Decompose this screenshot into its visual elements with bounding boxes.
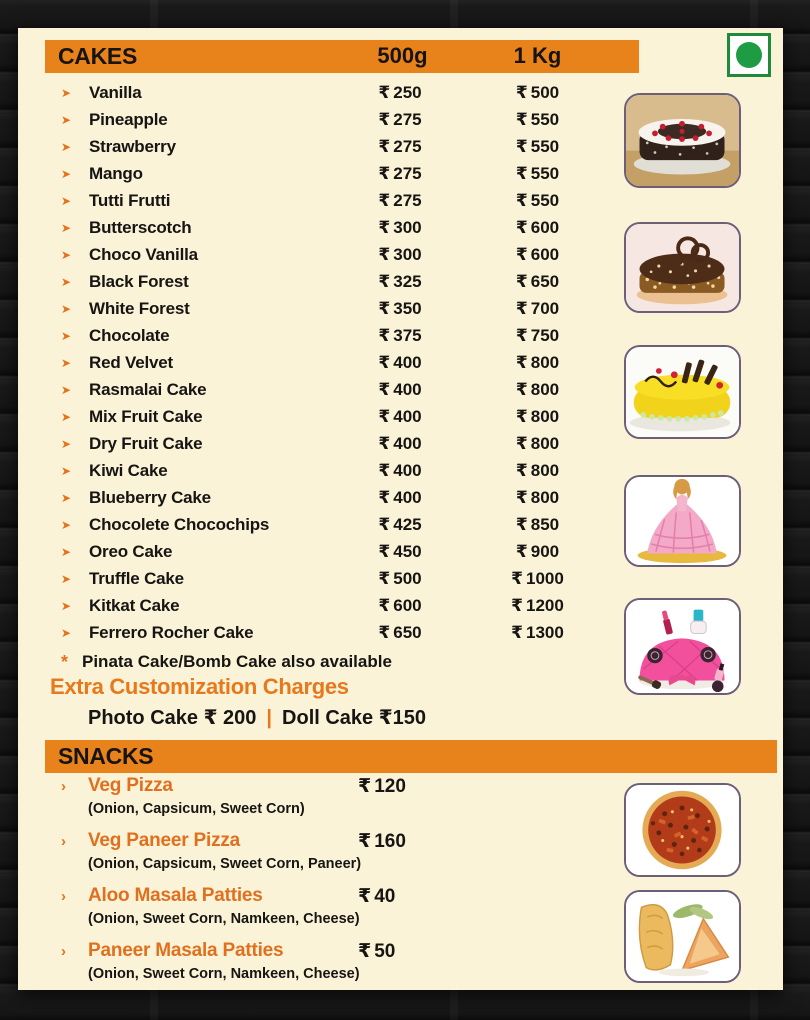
arrow-bullet-icon: ➤ (61, 464, 72, 478)
veg-symbol-dot (736, 42, 762, 68)
cake-row (45, 107, 615, 134)
cake-name: Blueberry Cake (89, 488, 211, 507)
snack-price (358, 830, 406, 853)
cake-name: Vanilla (89, 83, 142, 102)
snack-price-value: 120 (374, 776, 406, 797)
snack-name: Paneer Masala Patties (88, 940, 284, 961)
rupee-symbol: ₹ (378, 434, 391, 453)
price-1kg (480, 272, 595, 292)
cake-name: Black Forest (89, 272, 189, 291)
cake-name: Strawberry (89, 137, 176, 156)
price-1kg-value: 750 (530, 326, 560, 345)
price-500g-value: 350 (393, 299, 422, 318)
arrow-bullet-icon: ➤ (61, 113, 72, 127)
cake-name: White Forest (89, 299, 190, 318)
rupee-symbol: ₹ (378, 326, 391, 345)
arrow-bullet-icon: ➤ (61, 383, 72, 397)
price-500g-value: 300 (393, 218, 422, 237)
price-1kg-value: 800 (530, 434, 560, 453)
price-500g-value: 400 (393, 380, 422, 399)
arrow-bullet-icon: ➤ (61, 221, 72, 235)
cake-row (45, 431, 615, 458)
snack-price (358, 940, 395, 963)
rupee-symbol: ₹ (378, 299, 391, 318)
rupee-symbol: ₹ (515, 434, 528, 453)
snack-row (45, 884, 615, 939)
cake-row (45, 458, 615, 485)
rupee-symbol: ₹ (378, 110, 391, 129)
price-1kg (480, 191, 595, 211)
price-500g-value: 650 (393, 623, 422, 642)
price-1kg (480, 380, 595, 400)
veg-pizza-photo (624, 783, 741, 877)
chevron-bullet-icon: › (61, 888, 66, 905)
cake-name: Dry Fruit Cake (89, 434, 203, 453)
price-500g-value: 375 (393, 326, 422, 345)
rupee-symbol: ₹ (515, 461, 528, 480)
separator-bar: | (266, 707, 273, 729)
price-500g (345, 569, 455, 589)
price-500g-value: 275 (393, 137, 422, 156)
cakes-title: CAKES (58, 43, 138, 69)
price-500g (345, 434, 455, 454)
cake-name: Rasmalai Cake (89, 380, 207, 399)
asterisk-marker: * (61, 652, 69, 672)
chocolate-hazelnut-cake-photo (624, 222, 741, 313)
cake-name: Tutti Frutti (89, 191, 171, 210)
cake-name: Pineapple (89, 110, 168, 129)
cake-name: Mango (89, 164, 143, 183)
price-1kg-value: 550 (530, 191, 560, 210)
cake-name: Mix Fruit Cake (89, 407, 203, 426)
price-500g-value: 275 (393, 164, 422, 183)
price-1kg-value: 550 (530, 164, 560, 183)
arrow-bullet-icon: ➤ (61, 491, 72, 505)
price-500g (345, 83, 455, 103)
arrow-bullet-icon: ➤ (61, 302, 72, 316)
price-1kg-value: 600 (530, 245, 560, 264)
doll-cake-charge: Doll Cake ₹150 (282, 707, 427, 729)
column-header-1kg: 1 Kg (513, 43, 562, 68)
cake-row (45, 377, 615, 404)
cake-name: Oreo Cake (89, 542, 173, 561)
arrow-bullet-icon: ➤ (61, 518, 72, 532)
snack-name: Veg Pizza (88, 775, 173, 796)
snack-price (358, 885, 395, 908)
cake-row (45, 620, 615, 647)
price-500g (345, 407, 455, 427)
price-500g (345, 488, 455, 508)
cake-row (45, 161, 615, 188)
price-500g (345, 272, 455, 292)
arrow-bullet-icon: ➤ (61, 248, 72, 262)
rupee-symbol: ₹ (515, 245, 528, 264)
rupee-symbol: ₹ (511, 623, 523, 642)
rupee-symbol: ₹ (378, 407, 391, 426)
rupee-symbol: ₹ (515, 353, 528, 372)
cake-row (45, 242, 615, 269)
rupee-symbol: ₹ (378, 542, 391, 561)
price-1kg-value: 1000 (526, 569, 564, 588)
price-500g-value: 500 (393, 569, 422, 588)
snack-row (45, 829, 615, 884)
snacks-header-bar (45, 740, 777, 773)
price-500g-value: 600 (393, 596, 422, 615)
rupee-symbol: ₹ (378, 353, 391, 372)
rupee-symbol: ₹ (378, 596, 391, 615)
price-1kg (480, 353, 595, 373)
cake-row (45, 134, 615, 161)
black-forest-cake-photo (624, 93, 741, 188)
price-1kg-value: 800 (530, 488, 560, 507)
rupee-symbol: ₹ (378, 164, 391, 183)
price-1kg (480, 407, 595, 427)
price-1kg (480, 569, 595, 589)
price-1kg-value: 600 (530, 218, 560, 237)
cake-name: Butterscotch (89, 218, 192, 237)
snack-ingredients: (Onion, Sweet Corn, Namkeen, Cheese) (88, 966, 360, 982)
photo-cake-charge: Photo Cake ₹ 200 (88, 707, 257, 729)
rupee-symbol: ₹ (515, 326, 528, 345)
price-500g-value: 400 (393, 488, 422, 507)
rupee-symbol: ₹ (378, 623, 391, 642)
price-500g-value: 400 (393, 461, 422, 480)
price-1kg (480, 164, 595, 184)
price-1kg (480, 83, 595, 103)
price-1kg-value: 800 (530, 353, 560, 372)
price-1kg-value: 1300 (526, 623, 564, 642)
cake-row (45, 512, 615, 539)
price-500g-value: 300 (393, 245, 422, 264)
price-1kg-value: 850 (530, 515, 560, 534)
price-500g-value: 425 (393, 515, 422, 534)
snack-ingredients: (Onion, Sweet Corn, Namkeen, Cheese) (88, 911, 360, 927)
price-500g (345, 164, 455, 184)
cake-row (45, 323, 615, 350)
arrow-bullet-icon: ➤ (61, 545, 72, 559)
snack-price (358, 775, 406, 798)
price-500g-value: 275 (393, 191, 422, 210)
cake-row (45, 80, 615, 107)
price-500g (345, 110, 455, 130)
cake-name: Ferrero Rocher Cake (89, 623, 254, 642)
price-1kg-value: 800 (530, 461, 560, 480)
snack-price-value: 160 (374, 831, 406, 852)
rupee-symbol: ₹ (378, 569, 391, 588)
price-500g (345, 191, 455, 211)
pineapple-yellow-cake-photo (624, 345, 741, 439)
snack-name: Veg Paneer Pizza (88, 830, 241, 851)
rupee-symbol: ₹ (515, 299, 528, 318)
price-500g (345, 353, 455, 373)
rupee-symbol: ₹ (358, 941, 372, 962)
rupee-symbol: ₹ (378, 488, 391, 507)
price-500g (345, 515, 455, 535)
arrow-bullet-icon: ➤ (61, 410, 72, 424)
cake-row (45, 485, 615, 512)
snack-row (45, 774, 615, 829)
price-500g (345, 218, 455, 238)
availability-note (45, 650, 615, 674)
rupee-symbol: ₹ (515, 542, 528, 561)
snack-name: Aloo Masala Patties (88, 885, 263, 906)
makeup-theme-cake-photo (624, 598, 741, 695)
price-500g-value: 400 (393, 407, 422, 426)
arrow-bullet-icon: ➤ (61, 86, 72, 100)
cake-row (45, 188, 615, 215)
price-500g-value: 400 (393, 353, 422, 372)
rupee-symbol: ₹ (358, 776, 372, 797)
arrow-bullet-icon: ➤ (61, 329, 72, 343)
cake-row (45, 404, 615, 431)
cake-name: Choco Vanilla (89, 245, 198, 264)
price-500g-value: 325 (393, 272, 422, 291)
price-1kg (480, 218, 595, 238)
chevron-bullet-icon: › (61, 833, 66, 850)
cake-row (45, 350, 615, 377)
snack-row (45, 939, 615, 994)
doll-cake-photo (624, 475, 741, 567)
price-500g-value: 400 (393, 434, 422, 453)
rupee-symbol: ₹ (511, 596, 523, 615)
rupee-symbol: ₹ (378, 218, 391, 237)
price-1kg (480, 542, 595, 562)
rupee-symbol: ₹ (515, 164, 528, 183)
rupee-symbol: ₹ (358, 831, 372, 852)
arrow-bullet-icon: ➤ (61, 356, 72, 370)
rupee-symbol: ₹ (378, 83, 391, 102)
price-1kg (480, 326, 595, 346)
menu-card (18, 28, 783, 990)
rupee-symbol: ₹ (378, 515, 391, 534)
arrow-bullet-icon: ➤ (61, 140, 72, 154)
cake-row (45, 296, 615, 323)
veg-symbol-icon (727, 33, 771, 77)
snacks-title: SNACKS (58, 743, 154, 769)
rupee-symbol: ₹ (358, 886, 372, 907)
arrow-bullet-icon: ➤ (61, 194, 72, 208)
column-header-500g: 500g (377, 43, 428, 68)
price-1kg-value: 800 (530, 380, 560, 399)
price-500g-value: 450 (393, 542, 422, 561)
price-1kg-value: 700 (530, 299, 560, 318)
cake-name: Truffle Cake (89, 569, 184, 588)
rupee-symbol: ₹ (515, 488, 528, 507)
price-1kg-value: 550 (530, 110, 560, 129)
price-1kg (480, 110, 595, 130)
rupee-symbol: ₹ (378, 245, 391, 264)
cakes-list (45, 80, 615, 647)
chevron-bullet-icon: › (61, 943, 66, 960)
rupee-symbol: ₹ (515, 407, 528, 426)
price-500g (345, 461, 455, 481)
price-1kg-value: 550 (530, 137, 560, 156)
snack-price-value: 40 (374, 886, 396, 907)
price-500g (345, 380, 455, 400)
cake-row (45, 215, 615, 242)
price-500g (345, 596, 455, 616)
rupee-symbol: ₹ (515, 218, 528, 237)
price-1kg-value: 1200 (526, 596, 564, 615)
cake-row (45, 593, 615, 620)
cake-name: Red Velvet (89, 353, 173, 372)
cake-name: Chocolete Chocochips (89, 515, 270, 534)
price-1kg-value: 650 (530, 272, 560, 291)
price-1kg (480, 461, 595, 481)
price-1kg (480, 488, 595, 508)
price-1kg (480, 299, 595, 319)
rupee-symbol: ₹ (515, 380, 528, 399)
rupee-symbol: ₹ (515, 110, 528, 129)
chevron-bullet-icon: › (61, 778, 66, 795)
rupee-symbol: ₹ (515, 272, 528, 291)
rupee-symbol: ₹ (378, 461, 391, 480)
price-500g (345, 542, 455, 562)
price-500g-value: 275 (393, 110, 422, 129)
price-500g (345, 245, 455, 265)
masala-patties-photo (624, 890, 741, 983)
cake-name: Chocolate (89, 326, 170, 345)
rupee-symbol: ₹ (378, 272, 391, 291)
price-1kg (480, 137, 595, 157)
arrow-bullet-icon: ➤ (61, 167, 72, 181)
cake-row (45, 539, 615, 566)
price-500g (345, 137, 455, 157)
rupee-symbol: ₹ (515, 83, 528, 102)
price-1kg (480, 623, 595, 643)
cakes-header-bar (45, 40, 639, 73)
price-500g (345, 299, 455, 319)
snacks-list (45, 774, 615, 994)
rupee-symbol: ₹ (378, 380, 391, 399)
rupee-symbol: ₹ (511, 569, 523, 588)
price-500g-value: 250 (393, 83, 422, 102)
snack-price-value: 50 (374, 941, 396, 962)
price-1kg (480, 245, 595, 265)
price-500g (345, 623, 455, 643)
rupee-symbol: ₹ (378, 137, 391, 156)
customization-prices (88, 705, 426, 730)
cake-row (45, 566, 615, 593)
rupee-symbol: ₹ (515, 191, 528, 210)
cake-name: Kiwi Cake (89, 461, 168, 480)
snack-ingredients: (Onion, Capsicum, Sweet Corn, Paneer) (88, 856, 362, 872)
cake-name: Kitkat Cake (89, 596, 180, 615)
availability-note-text: Pinata Cake/Bomb Cake also available (82, 652, 392, 671)
rupee-symbol: ₹ (515, 137, 528, 156)
price-1kg-value: 800 (530, 407, 560, 426)
price-1kg-value: 900 (530, 542, 560, 561)
price-1kg (480, 596, 595, 616)
price-1kg (480, 515, 595, 535)
arrow-bullet-icon: ➤ (61, 572, 72, 586)
price-500g (345, 326, 455, 346)
arrow-bullet-icon: ➤ (61, 275, 72, 289)
price-1kg (480, 434, 595, 454)
arrow-bullet-icon: ➤ (61, 437, 72, 451)
cake-row (45, 269, 615, 296)
price-1kg-value: 500 (530, 83, 560, 102)
snack-ingredients: (Onion, Capsicum, Sweet Corn) (88, 801, 305, 817)
rupee-symbol: ₹ (515, 515, 528, 534)
arrow-bullet-icon: ➤ (61, 599, 72, 613)
arrow-bullet-icon: ➤ (61, 626, 72, 640)
rupee-symbol: ₹ (378, 191, 391, 210)
customization-title: Extra Customization Charges (50, 674, 349, 699)
